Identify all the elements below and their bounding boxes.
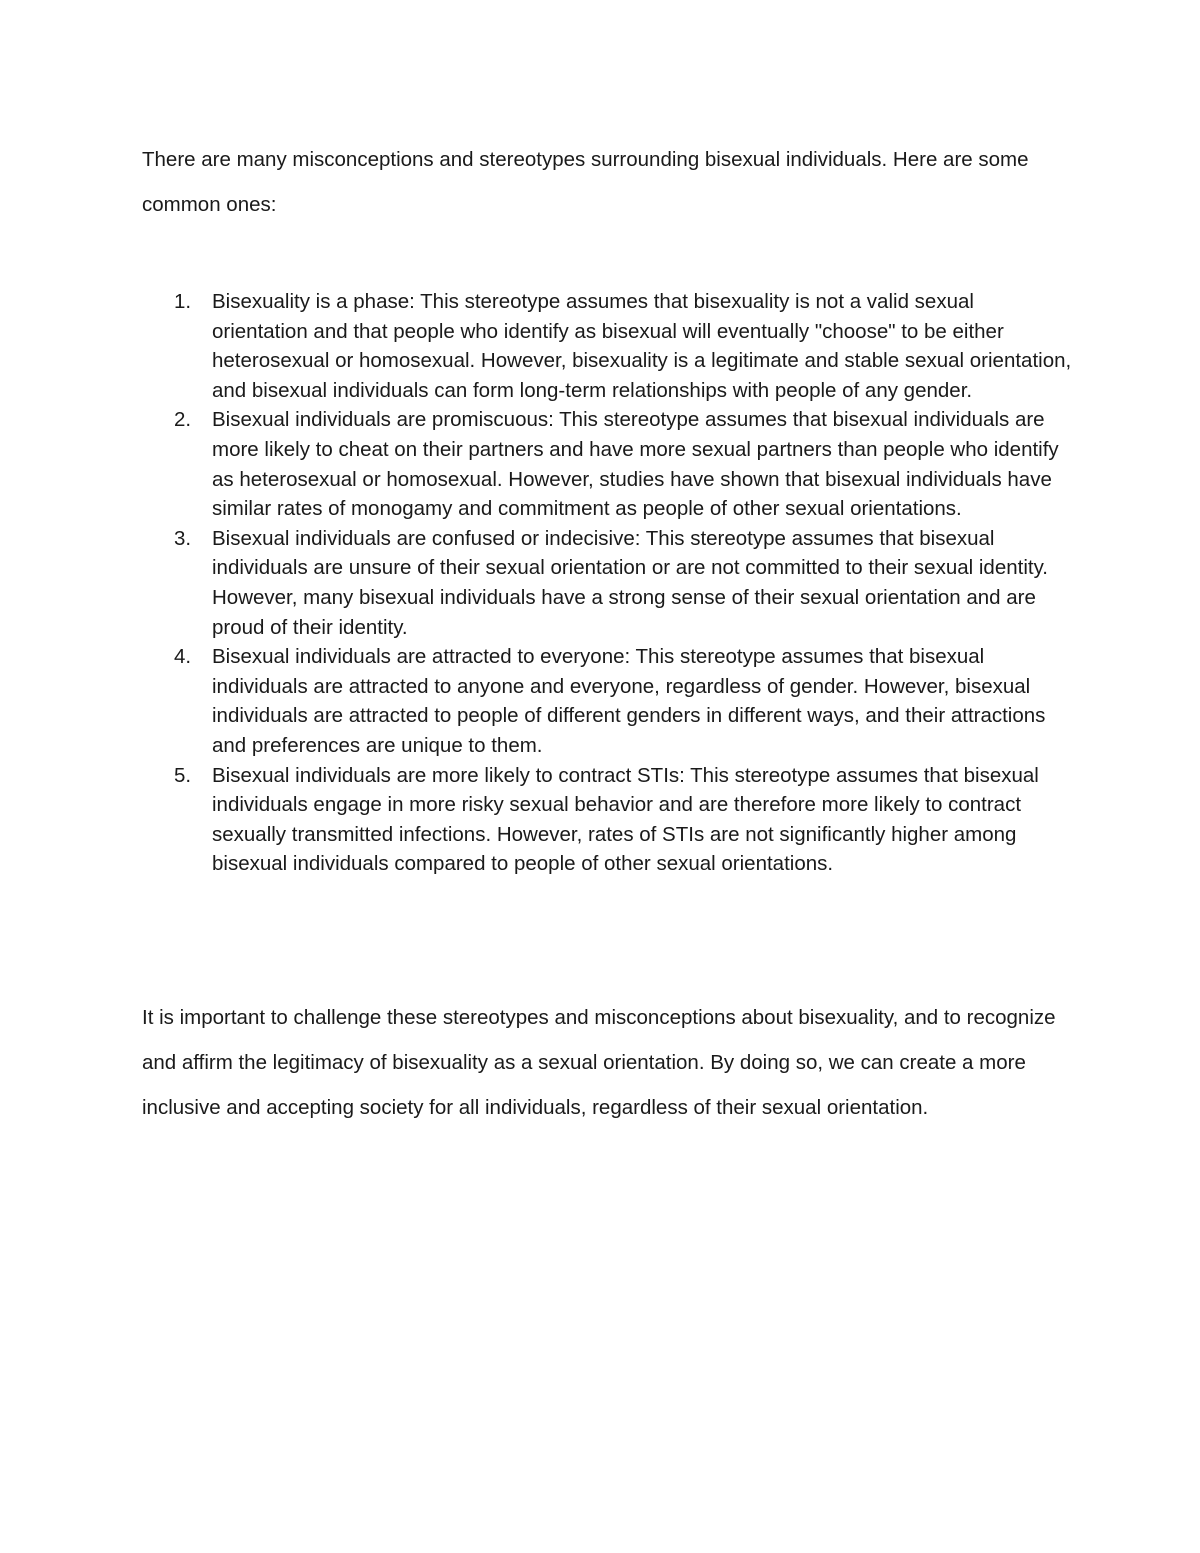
list-item-number: 3. [174, 526, 192, 550]
list-item-number: 5. [174, 763, 192, 787]
list-item [142, 287, 1072, 405]
list-item [142, 524, 1072, 642]
list-item [142, 642, 1072, 760]
list-item-number: 4. [174, 645, 192, 669]
list-item-number: 1. [174, 290, 192, 313]
list-item-text: Bisexual individuals are more likely to contract STIs: This stereotype assumes that bisexual individuals engage in more risky sexual behavior and are therefore more likely to contract sexually transmitted infections. However, rates of STIs are not significantly higher among bisexual individuals compared to people of other sexual orientations. [212, 763, 1039, 876]
list-item-text: Bisexuality is a phase: This stereotype assumes that bisexuality is not a valid sexual orientation and that people who identify as bisexual will eventually "choose" to be either heterosexual or homosexual. However, bisexuality is a legitimate and stable sexual orientation, and bisexual individuals can form long-term relationships with people of any gender. [212, 290, 1072, 402]
stereotype-list [142, 287, 1072, 879]
list-item-number: 2. [174, 408, 192, 432]
list-item [142, 761, 1072, 879]
list-item-text: Bisexual individuals are attracted to everyone: This stereotype assumes that bisexual individuals are attracted to anyone and everyone, regardless of gender. However, bisexual individuals are attracted to people of different genders in different ways, and their attractions and preferences are unique to them. [212, 645, 1046, 757]
closing-paragraph: It is important to challenge these stereotypes and misconceptions about bisexuality, and to recognize and affirm the legitimacy of bisexuality as a sexual orientation. By doing so, we can create a more inclusive and accepting society for all individuals, regardless of their sexual orientation. [142, 1006, 1056, 1119]
intro-paragraph: There are many misconceptions and stereotypes surrounding bisexual individuals. Here are some common ones: [142, 148, 1029, 216]
list-item [142, 405, 1072, 523]
list-item-text: Bisexual individuals are confused or indecisive: This stereotype assumes that bisexual individuals are unsure of their sexual orientation or are not committed to their sexual identity. However, many bisexual individuals have a strong sense of their sexual orientation and are proud of their identity. [212, 526, 1049, 639]
list-item-text: Bisexual individuals are promiscuous: This stereotype assumes that bisexual individuals are more likely to cheat on their partners and have more sexual partners than people who identify as heterosexual or homosexual. However, studies have shown that bisexual individuals have similar rates of monogamy and commitment as people of other sexual orientations. [212, 408, 1059, 521]
